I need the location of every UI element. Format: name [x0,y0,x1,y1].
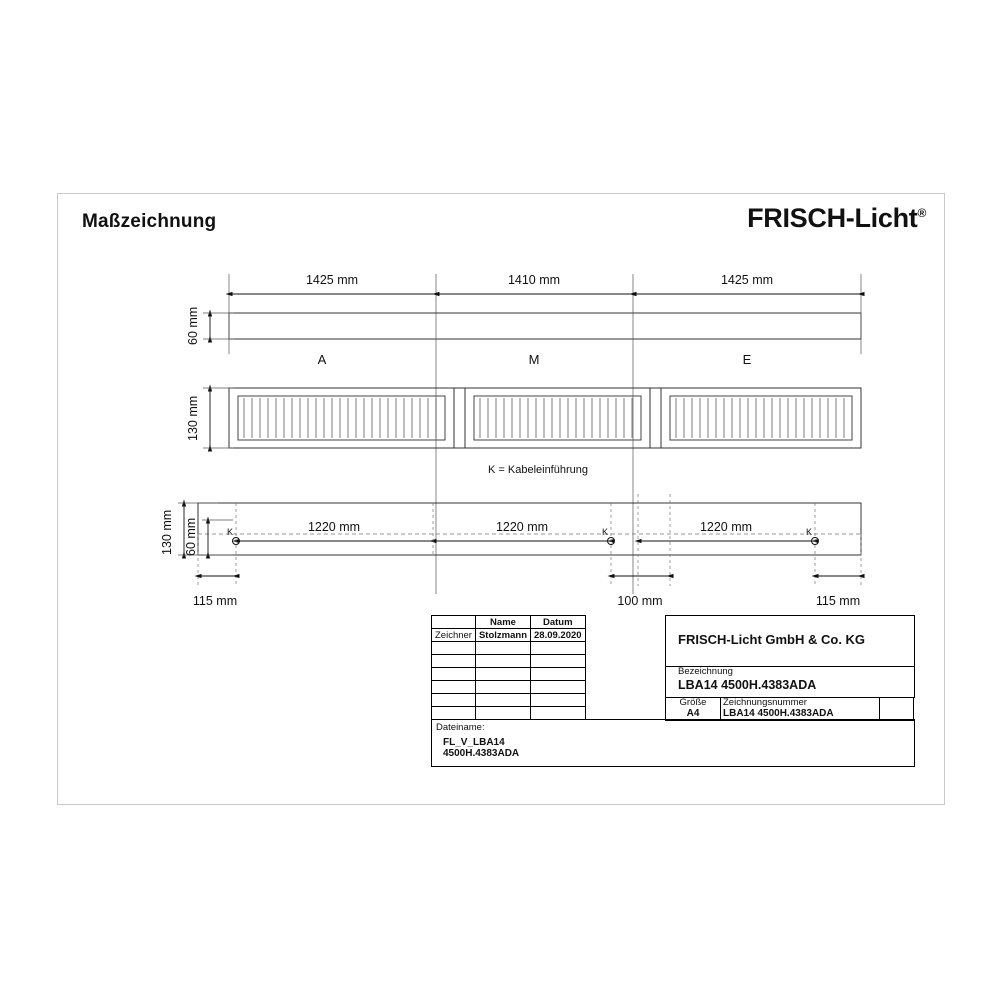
table-row [432,668,586,681]
segment-label-m: M [528,352,540,367]
dim-bottom-left-130: 130 mm [160,509,174,555]
zeichnungsnummer-box [719,697,880,721]
dateiname-label: Dateiname: [436,722,485,733]
dim-bottom-left-115: 115 mm [192,594,238,608]
revision-box [879,697,914,721]
table-row [432,616,586,629]
registered-mark: ® [917,206,926,220]
page-title: Maßzeichnung [82,211,217,232]
cell-empty [432,707,476,720]
drawing-sheet [57,193,945,805]
cell-zeichner-datum: 28.09.2020 [531,629,586,642]
table-row [432,655,586,668]
cell-empty [531,655,586,668]
dateiname-value: FL_V_LBA14 4500H.4383ADA [443,737,520,759]
dim-left-60: 60 mm [186,306,200,346]
company-name: FRISCH-Licht GmbH & Co. KG [678,632,866,647]
cell-empty [531,694,586,707]
dim-left-130: 130 mm [186,395,200,441]
k-label-1: K [227,527,234,537]
bezeichnung-box [665,665,915,698]
dim-inner-2: 1220 mm [495,520,549,534]
table-row [432,707,586,720]
k-label-2: K [602,527,609,537]
cell-empty [475,681,530,694]
cell-empty [531,681,586,694]
cell-empty [432,642,476,655]
legend-note: K = Kabeleinführung [488,464,588,476]
cell-zeichner-name: Stolzmann [475,629,530,642]
cell-empty [475,642,530,655]
cell-empty [475,668,530,681]
zeichnungsnummer-value: LBA14 4500H.4383ADA [723,708,834,719]
title-block-left-table [431,615,586,720]
cell-empty [475,694,530,707]
cell-empty [432,655,476,668]
groesse-box [665,697,721,721]
dim-top-2: 1410 mm [507,273,561,287]
cell-zeichner-label: Zeichner [432,629,476,642]
dim-bottom-left-60: 60 mm [184,517,198,557]
bezeichnung-value: LBA14 4500H.4383ADA [678,678,817,692]
table-row [432,629,586,642]
th-name: Name [475,616,530,629]
cell-empty [531,668,586,681]
cell-empty [432,681,476,694]
segment-label-e: E [742,352,752,367]
zeichnungsnummer-label: Zeichnungsnummer [723,697,807,708]
dim-bottom-right-115: 115 mm [815,594,861,608]
brand-text: FRISCH-Licht [747,203,918,233]
dim-top-3: 1425 mm [720,273,774,287]
cell-empty [531,707,586,720]
cell-empty [432,668,476,681]
th-datum: Datum [531,616,586,629]
table-row [432,694,586,707]
groesse-value: A4 [686,708,700,719]
cell-empty [475,655,530,668]
th-blank [432,616,476,629]
dim-inner-3: 1220 mm [699,520,753,534]
company-box [665,615,915,667]
dim-bottom-center-100: 100 mm [617,594,663,608]
bezeichnung-label: Bezeichnung [678,666,733,677]
cell-empty [475,707,530,720]
cell-empty [531,642,586,655]
table-row [432,681,586,694]
groesse-label: Größe [679,697,707,708]
cell-empty [432,694,476,707]
dim-inner-1: 1220 mm [307,520,361,534]
segment-label-a: A [317,352,327,367]
table-row [432,642,586,655]
dim-top-1: 1425 mm [305,273,359,287]
k-label-3: K [806,527,813,537]
